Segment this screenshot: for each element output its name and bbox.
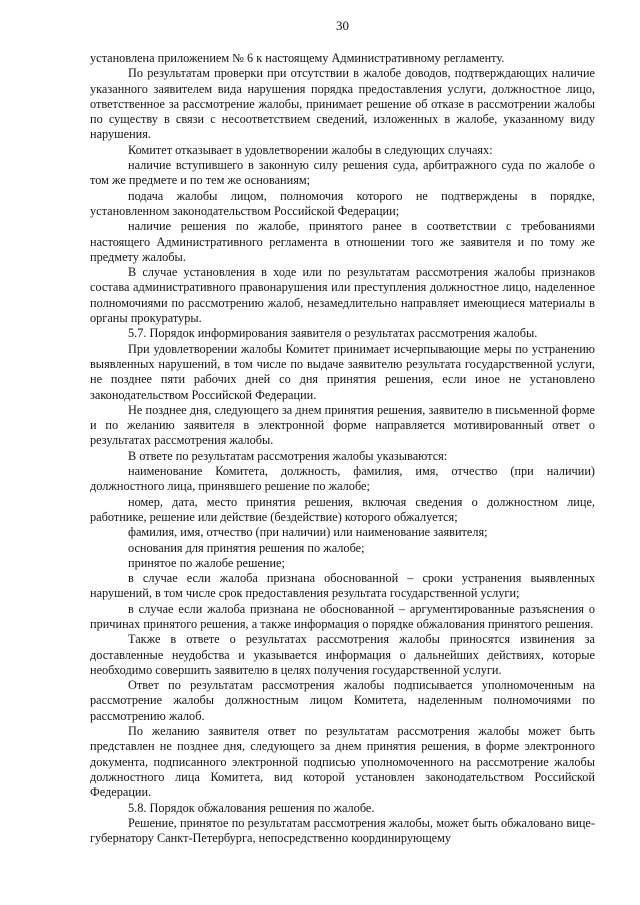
- paragraph: Не позднее дня, следующего за днем принятия решения, заявителю в письменной форме и по желанию заявителя в электронной форме направляется мотивированный ответ о результатах рассмотрения жалобы.: [90, 402, 595, 448]
- list-item: подача жалобы лицом, полномочия которого не подтверждены в порядке, установленном законодательством Российской Федерации;: [90, 188, 595, 218]
- paragraph: В случае установления в ходе или по результатам рассмотрения жалобы признаков состава административного правонарушения или преступления должностное лицо, наделенное полномочиями по рассмотрению жалоб, незамедлительно направляет имеющиеся материалы в органы прокуратуры.: [90, 265, 595, 326]
- paragraph: По желанию заявителя ответ по результатам рассмотрения жалобы может быть представлен не позднее дня, следующего за днем принятия решения, в форме электронного документа, подписанного электронной подписью уполномоченного на рассмотрение жалобы должностного лица Комитета, вид которой установлен законодательством Российской Федерации.: [90, 724, 595, 800]
- paragraph: По результатам проверки при отсутствии в жалобе доводов, подтверждающих наличие указанного заявителем вида нарушения порядка предоставления услуги, должностное лицо, ответственное за рассмотрение жалобы, принимает решение об отказе в рассмотрении жалобы по существу в связи с несоответствием сведений, изложенных в жалобе, указанному виду нарушения.: [90, 66, 595, 142]
- paragraph: Также в ответе о результатах рассмотрения жалобы приносятся извинения за доставленные неудобства и указывается информация о дальнейших действиях, которые необходимо совершить заявителю в целях получения государственной услуги.: [90, 632, 595, 677]
- list-item: основания для принятия решения по жалобе;: [128, 540, 365, 555]
- list-item: в случае если жалоба признана не обоснованной – аргументированные разъяснения о причинах принятого решения, а также информация о порядке обжалования принятого решения.: [90, 601, 595, 631]
- list-item: в случае если жалоба признана обоснованной – сроки устранения выявленных нарушений, в том числе срок предоставления результата государственной услуги;: [90, 571, 595, 601]
- list-item: наименование Комитета, должность, фамилия, имя, отчество (при наличии) должностного лица, принявшего решение по жалобе;: [90, 464, 595, 494]
- document-body: [90, 51, 595, 846]
- list-item: наличие решения по жалобе, принятого ранее в соответствии с требованиями настоящего Административного регламента в отношении того же заявителя и по тому же предмету жалобы.: [90, 219, 595, 264]
- section-heading-5-8: 5.8. Порядок обжалования решения по жалобе.: [128, 800, 375, 815]
- paragraph: Решение, принятое по результатам рассмотрения жалобы, может быть обжаловано вице-губернатору Санкт-Петербурга, непосредственно координирующему: [90, 815, 595, 846]
- list-item: фамилия, имя, отчество (при наличии) или наименование заявителя;: [128, 525, 488, 540]
- paragraph: установлена приложением № 6 к настоящему Административному регламенту.: [90, 51, 505, 65]
- paragraph: Ответ по результатам рассмотрения жалобы подписывается уполномоченным на рассмотрение жалобы должностным лицом Комитета, наделенным полномочиями по рассмотрению жалоб.: [90, 678, 595, 723]
- paragraph: В ответе по результатам рассмотрения жалобы указываются:: [128, 448, 448, 463]
- section-heading-5-7: 5.7. Порядок информирования заявителя о результатах рассмотрения жалобы.: [128, 326, 538, 341]
- list-item: принятое по жалобе решение;: [128, 555, 285, 570]
- list-item: наличие вступившего в законную силу решения суда, арбитражного суда по жалобе о том же предмете и по тем же основаниям;: [90, 158, 595, 188]
- list-item: номер, дата, место принятия решения, включая сведения о должностном лице, работнике, решение или действие (бездействие) которого обжалуется;: [90, 494, 595, 524]
- paragraph: Комитет отказывает в удовлетворении жалобы в следующих случаях:: [128, 142, 493, 157]
- page-number: 30: [336, 18, 349, 33]
- paragraph: При удовлетворении жалобы Комитет принимает исчерпывающие меры по устранению выявленных нарушений, в том числе по выдаче заявителю результата государственной услуги, не позднее пяти рабочих дней со дня принятия решения, если иное не установлено законодательством Российской Федерации.: [90, 341, 595, 402]
